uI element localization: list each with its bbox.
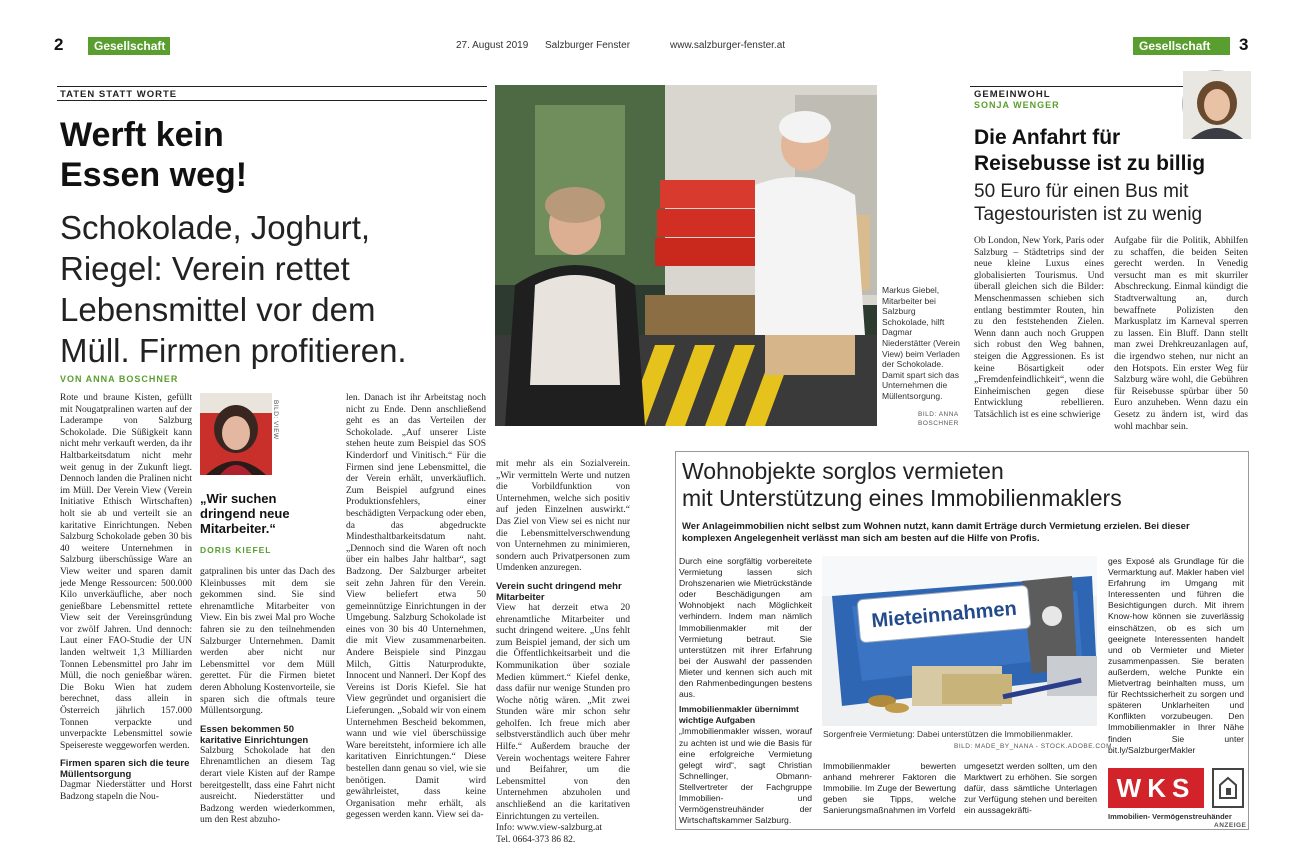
wks-logo (1108, 768, 1204, 808)
issue-date: 27. August 2019 (456, 40, 529, 51)
page-number-left: 2 (54, 35, 64, 54)
ad-binder-label: Mieteinnahmen (856, 585, 1031, 644)
ad-lead: Wer Anlageimmobilien nicht selbst zum Wohnen nutzt, kann damit Erträge durch Vermietung erzielen. Bei dieser komplexen Angelegenheit verlässt man sich am besten auf die Hilfe von Profis. (682, 521, 1190, 544)
main-column-3: len. Danach ist ihr Arbeitstag noch nicht zu Ende. Denn anschließend geht es an das Verteilen der Schokolade. „Auf unserer Liste stehen heute zum Beispiel das SOS Kinderdorf und Vinitisch.“ Für die Firmen sind jene Lebensmittel, die der Verein erhält, unverkäuflich. Zum Beispiel aufgrund eines Produktionsfehlers, einer beschädigten Verpackung oder eben, da das abgedruckte Mindesthaltbarkeitsdatum naht. „Dennoch sind die Waren oft noch über ein halbes Jahr haltbar“, sagt Badzong. Der Salzburger arbeitet seit zehn Jahren für den Verein. View beliefert etwa 50 gemeinnützige Einrichtungen in der Umgebung. Salzburg Schokolade ist eines von 30 bis 40 Unternehmen, die mit View zusammenarbeiten. Andere Beispiele sind Pinzgau Milch, Gittis Naturprodukte, Innocent und Nannerl. Der Kopf des Vereins ist Doris Kiefel. Sie hat View gegründet und organisiert die Lieferungen. „Sobald wir von einem Unternehmen Bescheid bekommen, wann und wie viel überschüssige Ware bereitsteht, informiere ich alle karitativen Einrichtungen.“ Diese bestellen dann genau so viel, wie sie benötigen. Damit wird gewährleistet, dass keine Organisation mehr erhält, als gegessen werden kann. View sei da- (346, 393, 486, 821)
kicker-rule (57, 86, 487, 87)
main-photo-credit-2: BOSCHNER (918, 420, 959, 427)
ad-photo-credit: BILD: MADE_BY_NANA - STOCK.ADOBE.COM (954, 743, 1113, 750)
main-column-2: gatpralinen bis unter das Dach des Kleinbusses mit dem sie gekommen sind. Sie sind ehrenamtliche Mitarbeiter von View. Ein bis zwei Mal pro Woche fahren sie zu den teilnehmenden Salzburger Unternehmen. Damit werden aber nicht nur Lebensmittel vor dem Müll gerettet. Für die Firmen bietet deren Abholung Kostenvorteile, sie sparen sich die oftmals teure Müllentsorgung. Essen bekommen 50 karitative Einrichtungen Salzburg Schokolade hat den Ehrenamtlichen an diesem Tag derart viele Kisten auf der Rampe bereitgestellt, dass eine Fahrt nicht ausreicht. Niederstätter und Badzong werden wiederkommen, um den Rest abzuho- (200, 567, 335, 826)
comment-kicker: GEMEINWOHL (974, 89, 1051, 100)
comment-subhead: 50 Euro für einen Bus mit Tagestouristen ist zu wenig (974, 181, 1203, 225)
portrait-doris-kiefel (200, 393, 272, 475)
main-photo-credit-1: BILD: ANNA (918, 411, 959, 418)
ad-column-2: Immobilienmakler bewerten anhand mehrerer Faktoren die Immobilie. Im Zuge der Bewertung geben sie Tipps, welche Sanierungsmaßnahmen im Vorfeld (823, 761, 956, 816)
pull-quote-name: DORIS KIEFEL (200, 545, 272, 555)
ad-column-3: umgesetzt werden sollten, um den Marktwert zu erhöhen. Sie sorgen dafür, dass sämtliche Unterlagen zur Verfügung stehen und bereiten ein aussagekräfti- (964, 761, 1097, 816)
publication-name: Salzburger Fenster (545, 40, 631, 51)
section-tag-left: Gesellschaft (88, 37, 170, 55)
comment-headline: Die Anfahrt für Reisebusse ist zu billig (974, 126, 1206, 175)
ad-marker: ANZEIGE (1214, 822, 1247, 829)
kicker-rule-bottom (57, 100, 487, 101)
comment-column-2: Aufgabe für die Politik, Abhilfen zu schaffen, die beiden Seiten gerecht werden. In Venedig versucht man es mit skurriler Abschreckung. Einmal kündigt die Stadtverwaltung an, durch bewaffnete Polizisten den Markusplatz im Karneval sperren zu lassen. Ein Bluff. Dann stellt man zwei Drehkreuzanlagen auf, die irgendwo stehen, nur nicht an den Hotspots. Ein erster Weg für Salzburg wäre wohl, die Gebühren für Reisebusse spürbar über 50 Euro anzuheben. Wenn dazu ein Gesetz zu ändern ist, wird das wohl machbar sein. (1114, 236, 1248, 432)
wks-logo-subtitle: Immobilien- Vermögenstreuhänder (1108, 812, 1232, 821)
ad-title: Wohnobjekte sorglos vermieten mit Unterstützung eines Immobilienmaklers (682, 458, 1122, 511)
main-column-4: mit mehr als ein Sozialverein. „Wir vermitteln Werte und nutzen die Vorbildfunktion von Unternehmen, welche sich positiv auf jeden Einzelnen auswirkt.“ Das Ziel von View sei es nicht nur die Lebensmittelverschwendung von Unternehmen zu minimieren, sondern auch Privatpersonen zum Umdenken anzuregen. Verein sucht dringend mehr Mitarbeiter View hat derzeit etwa 20 ehrenamtliche Mitarbeiter und sucht dringend weitere. „Uns fehlt zum Beispiel jemand, der sich um die Öffentlichkeitsarbeit und die Kommunikation über soziale Medien kümmert.“ Kiefel denke, dass dafür nur wenige Stunden pro Woche nötig wären. „Mit zwei Stunden wäre mir schon sehr geholfen. Ich freue mich aber selbstverständlich auch über mehr Hilfe.“ Außerdem brauche der Verein wochentags weitere Fahrer und Beifahrer, um die Lebensmittel von den Unternehmen abzuholen und anschließend an die karitativen Einrichtungen zu verteilen. Info: www.view-salzburg.at Tel. 0664-373 86 82. (496, 459, 630, 845)
ad-photo-caption: Sorgenfreie Vermietung: Dabei unterstützen die Immobilienmakler. (823, 729, 1073, 739)
wks-logo-mark: WKS (1108, 768, 1204, 808)
main-photo-caption: Markus Giebel, Mitarbeiter bei Salzburg Schokolade, hilft Dagmar Niederstätter (Verein View) beim Verladen der Schokolade. Damit spart sich das Unternehmen die Müllentsorgung. (882, 285, 960, 401)
ad-column-4: ges Exposé als Grundlage für die Vermarktung auf. Makler haben viel Erfahrung im Umgang mit Interessenten und führen die Besichtigungen durch. Mit ihrem Know-how können sie zuverlässig einschätzen, ob es sich um geeignete Interessenten handelt und ob Vermieter und Mieter zusammenpassen. Sie beraten außerdem, welche Punkte ein Mietvertrag beinhalten muss, um für Rechtssicherheit zu sorgen und späteren Unklarheiten und Konflikten vorzubeugen. Den Immobilienmakler in Ihrer Nähe finden Sie unter bit.ly/SalzburgerMakler (1108, 556, 1244, 755)
comment-column-1: Ob London, New York, Paris oder Salzburg – Städtetrips sind der neue kleine Luxus eines globalisierten Tourismus. Und überall gleichen sich die Bilder: Menschenmassen schieben sich entlang bestimmter Routen, hin zu den feststehenden Zielen. Wenn dann auch noch Gruppen sich robust den Weg bahnen, steigen die Aggressionen. Es ist keine Bösartigkeit oder „Fremdenfeindlichkeit“, wenn die Einheimischen gegen diese Entwicklung rebellieren. Tatsächlich ist es eine schwierige (974, 236, 1104, 420)
wks-building-icon (1212, 768, 1244, 808)
publication-url[interactable]: www.salzburger-fenster.at (670, 40, 786, 51)
comment-author: SONJA WENGER (974, 100, 1060, 110)
ad-column-1: Durch eine sorgfältig vorbereitete Vermietung lassen sich Drohszenarien wie Mietrückstände oder Beschädigungen am Wohnobjekt nach Möglichkeit verhindern. Indem man nämlich Immobilienmakler mit der Vermietung betraut. Sie unterstützen mit ihrer Erfahrung bei der Auswahl der passenden Mieter und kennen sich auch mit den Rahmenbedingungen bestens aus. Immobilienmakler übernimmt wichtige Aufgaben „Immobilienmakler wissen, worauf zu achten ist und wie die Basis für eine erfolgreiche Vermietung gelegt wird“, sagt Christian Schnellinger, Obmann-Stellvertreter der Fachgruppe Immobilien- und Vermögenstreuhänder der Wirtschaftskammer Salzburg. (679, 556, 812, 826)
main-kicker: TATEN STATT WORTE (60, 89, 178, 100)
portrait-credit: BILD: VIEW (272, 400, 279, 440)
main-headline: Werft kein Essen weg! (60, 116, 248, 194)
main-photo-loading-ramp (495, 85, 877, 426)
main-subhead: Schokolade, Joghurt, Riegel: Verein rettet Lebensmittel vor dem Müll. Firmen profitieren. (60, 209, 407, 369)
page-number-right: 3 (1239, 35, 1249, 54)
pull-quote: „Wir suchen dringend neue Mitarbeiter.“ (200, 491, 290, 536)
main-byline: VON ANNA BOSCHNER (60, 374, 179, 384)
main-column-1: Rote und braune Kisten, gefüllt mit Nougatpralinen warten auf der Laderampe von Salzburg Schokolade. Die Süßigkeit kann nicht mehr verkauft werden, da ihr Haltbarkeitsdatum nicht mehr weit genug in der Zukunft liegt. Dennoch landen die Pralinen nicht im Müll. Der Verein View (Verein Initiative Ethisch Wirtschaften) holt sie ab und verteilt sie an karitative Einrichtungen. Neben Salzburg Schokolade geben 30 bis 40 weitere Unternehmen in Salzburg überschüssige Ware an View weiter und sparen damit jede Menge Ressourcen: 500.000 Kilo unverkäufliche, aber noch genießbare Lebensmittel rettete View seit der Vereinsgründung vor zwölf Jahren. Und dennoch: Laut einer FAO-Studie der UN landen weltweit 1,3 Milliarden Tonnen Lebensmittel pro Jahr im Müll, die noch genießbar wären. Die Boku Wien hat zudem berechnet, dass allein in Österreich jährlich 157.000 Tonnen verpackte und unverpackte Lebensmittel sowie Speisereste weggeworfen werden. Firmen sparen sich die teure Müllentsorgung Dagmar Niederstätter und Horst Badzong stapeln die Nou- (60, 393, 192, 802)
section-tag-right: Gesellschaft (1133, 37, 1230, 55)
